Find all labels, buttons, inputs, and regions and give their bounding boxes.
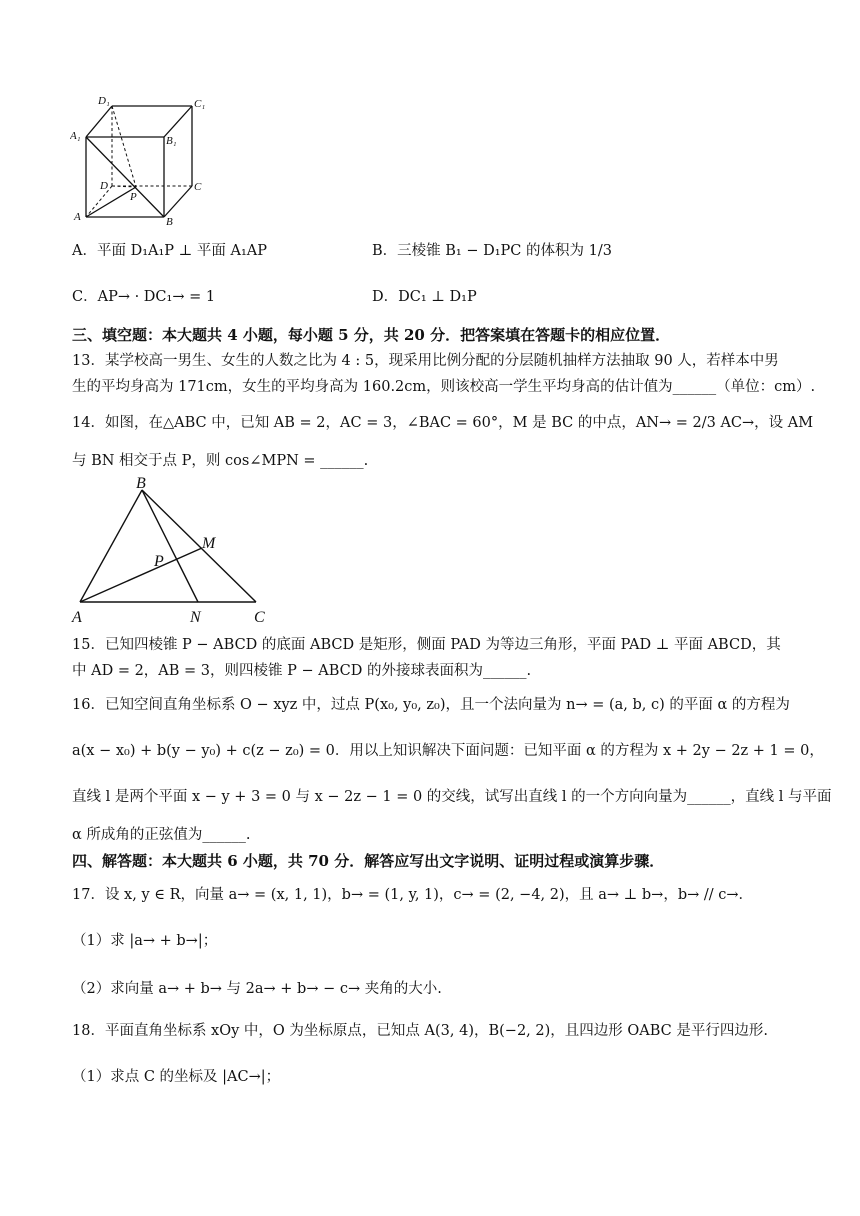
tri-label-p: P (154, 553, 164, 570)
q17-part2: （2）求向量 a→ + b→ 与 2a→ + b→ − c→ 夹角的大小. (72, 981, 442, 997)
option-d: D．DC₁ ⊥ D₁P (372, 289, 477, 305)
q15-line1: 15．已知四棱锥 P − ABCD 的底面 ABCD 是矩形，侧面 PAD 为等边三角形，平面 PAD ⊥ 平面 ABCD，其 (72, 637, 781, 653)
tri-label-a: A (72, 609, 82, 626)
cube-label-a1: A₁ (70, 130, 81, 142)
cube-label-d1: D₁ (98, 95, 110, 107)
cube-label-b: B (166, 216, 173, 228)
q13-line2: 生的平均身高为 171cm，女生的平均身高为 160.2cm，则该校高一学生平均身高的估计值为______（单位：cm）. (72, 379, 816, 395)
q16-line2: a(x − x₀) + b(y − y₀) + c(z − z₀) = 0．用以上知识解决下面问题：已知平面 α 的方程为 x + 2y − 2z + 1 = 0， (72, 743, 824, 759)
section4-heading: 四、解答题：本大题共 6 小题，共 70 分．解答应写出文字说明、证明过程或演算步骤． (72, 852, 665, 870)
q16-line1: 16．已知空间直角坐标系 O − xyz 中，过点 P(x₀, y₀, z₀)，且一个法向量为 n→ = (a, b, c) 的平面 α 的方程为 (72, 697, 790, 713)
option-a: A．平面 D₁A₁P ⊥ 平面 A₁AP (72, 243, 268, 259)
q16-line3: 直线 l 是两个平面 x − y + 3 = 0 与 x − 2z − 1 = 0 的交线，试写出直线 l 的一个方向向量为______，直线 l 与平面 (72, 789, 832, 805)
cube-label-a: A (74, 211, 81, 223)
cube-figure (70, 92, 210, 230)
q18-part1: （1）求点 C 的坐标及 |AC→|； (72, 1069, 281, 1085)
triangle-figure (68, 474, 278, 626)
q15-line2: 中 AD = 2，AB = 3，则四棱锥 P − ABCD 的外接球表面积为______. (72, 663, 532, 679)
cube-label-c: C (194, 181, 202, 193)
q17-part1: （1）求 |a→ + b→|； (72, 933, 218, 949)
cube-label-p: P (130, 191, 137, 203)
q13-line1: 13．某学校高一男生、女生的人数之比为 4 : 5，现采用比例分配的分层随机抽样方法抽取 90 人，若样本中男 (72, 353, 779, 369)
q18-stem: 18．平面直角坐标系 xOy 中，O 为坐标原点，已知点 A(3, 4)，B(−2, 2)，且四边形 OABC 是平行四边形. (72, 1023, 768, 1039)
cube-label-d: D (100, 180, 108, 192)
cube-label-b1: B₁ (166, 135, 177, 147)
tri-label-n: N (190, 609, 201, 626)
q14-line1: 14．如图，在△ABC 中，已知 AB = 2，AC = 3，∠BAC = 60°，M 是 BC 的中点，AN→ = 2/3 AC→，设 AM (72, 415, 814, 431)
q17-stem: 17．设 x, y ∈ R，向量 a→ = (x, 1, 1)，b→ = (1, y, 1)，c→ = (2, −4, 2)，且 a→ ⊥ b→，b→ // c→． (72, 887, 754, 903)
option-c: C．AP→ · DC₁→ = 1 (72, 289, 216, 305)
q14-line2: 与 BN 相交于点 P，则 cos∠MPN = ______. (72, 453, 369, 469)
tri-label-b: B (136, 475, 146, 492)
tri-label-c: C (254, 609, 265, 626)
q16-line4: α 所成角的正弦值为______. (72, 827, 251, 843)
cube-label-c1: C₁ (194, 98, 206, 110)
option-b: B．三棱锥 B₁ − D₁PC 的体积为 1/3 (372, 243, 612, 259)
tri-label-m: M (202, 535, 216, 552)
section3-heading: 三、填空题：本大题共 4 小题，每小题 5 分，共 20 分．把答案填在答题卡的相应位置． (72, 326, 671, 344)
